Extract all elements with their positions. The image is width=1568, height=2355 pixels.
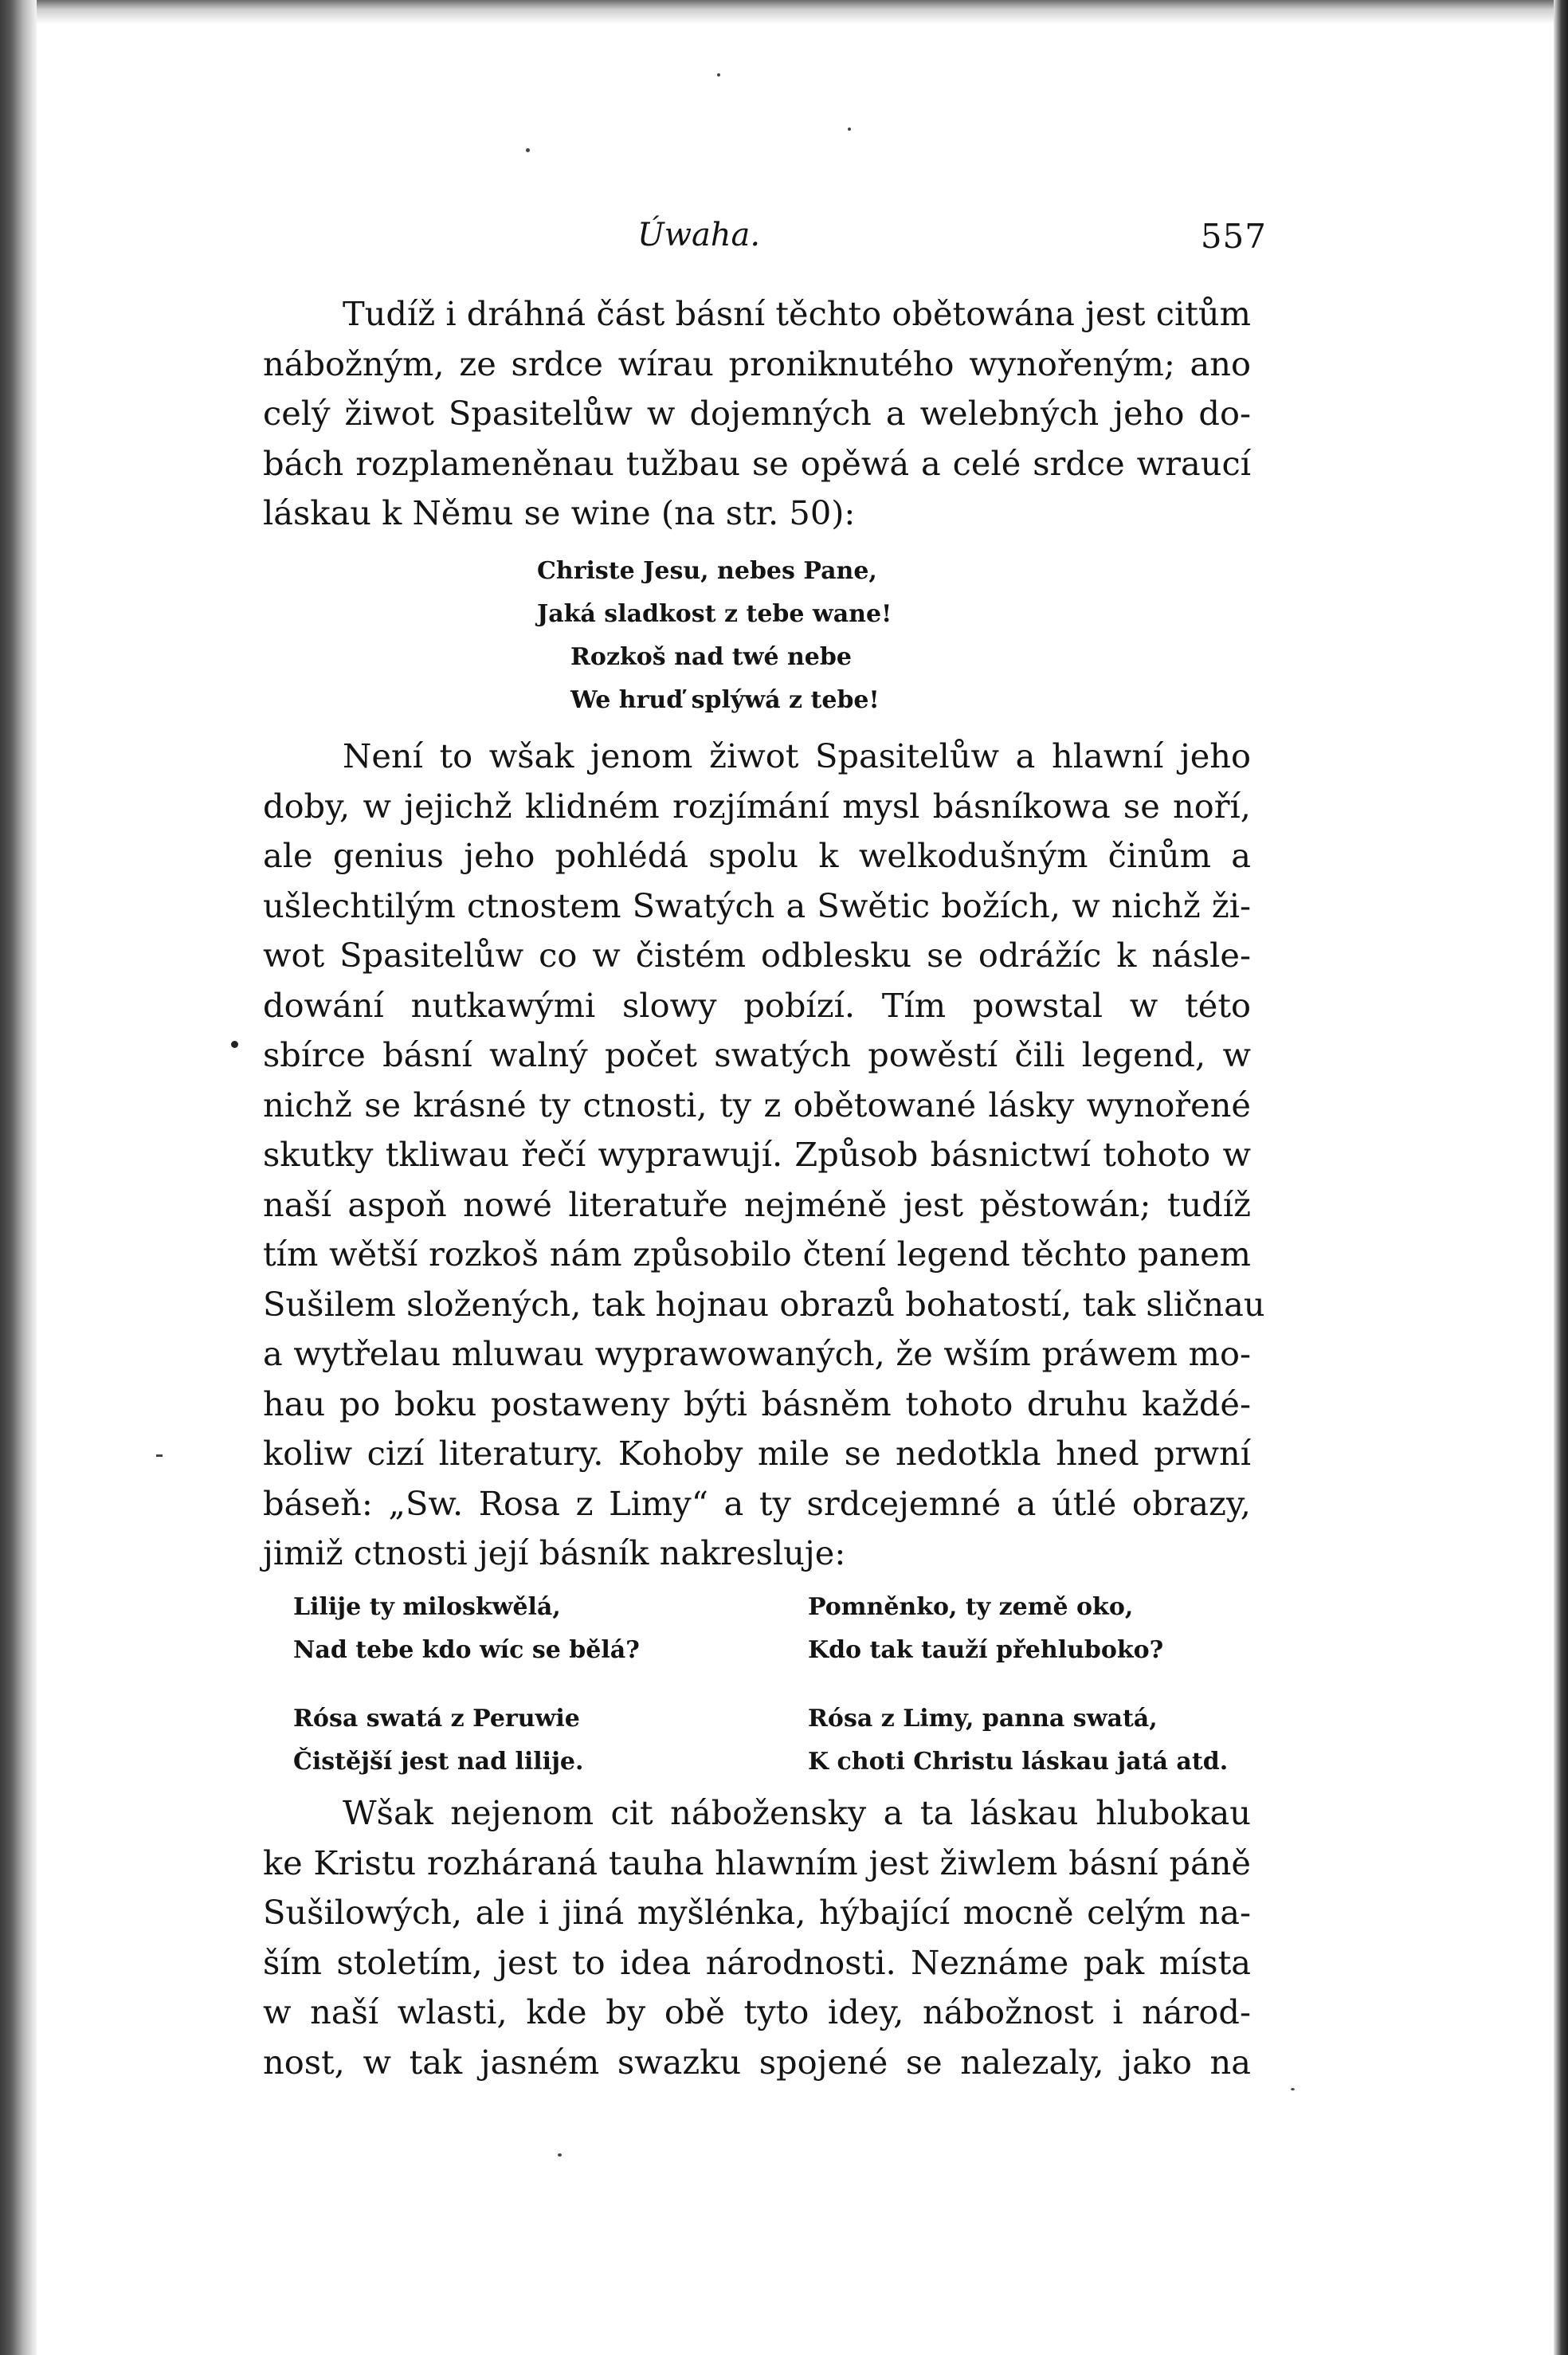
verse-line: Christe Jesu, nebes Pane,: [537, 557, 877, 585]
text-line: doby, w jejichž klidném rozjímání mysl básníkowa se noří,: [263, 786, 1251, 826]
text-line: hau po boku postaweny býti básněm tohoto druhu každé-: [263, 1384, 1251, 1423]
text-line: dowání nutkawými slowy pobízí. Tím powstal w této: [263, 985, 1251, 1025]
verse-column-right: [808, 1586, 1302, 1784]
paper-speck: [558, 2153, 562, 2157]
text-line: jimiž ctnosti její básník nakresluje:: [263, 1533, 846, 1572]
verse-line: K choti Christu láskau jatá atd.: [808, 1748, 1229, 1776]
paragraph-1: [263, 289, 1251, 539]
text-line: skutky tkliwau řečí wyprawují. Způsob básnictwí tohoto w: [263, 1135, 1251, 1174]
paper-speck: [1291, 2088, 1295, 2090]
text-line: nost, w tak jasném swazku spojené se nalezaly, jako na: [263, 2042, 1251, 2082]
text-line: naší aspoň nowé literatuře nejméně jest pěstowán; tudíž: [263, 1184, 1251, 1224]
paper-speck: [231, 1041, 238, 1048]
paper-speck: [717, 73, 720, 77]
page-edge-left: [0, 0, 37, 2355]
text-line: nábožným, ze srdce wírau proniknutého wynořeným; ano: [263, 343, 1251, 383]
text-line: Tudíž i dráhná část básní těchto obětowána jest citům: [343, 294, 1251, 333]
text-line: w naší wlasti, kde by obě tyto idey, nábožnost i národ-: [263, 1992, 1251, 2031]
text-line: sbírce básní walný počet swatých powěstí čili legend, w: [263, 1035, 1251, 1074]
page-header: [621, 217, 1267, 258]
text-line: a wytřelau mluwau wyprawowaných, že wším práwem mo-: [263, 1334, 1251, 1373]
paragraph-3: [263, 1788, 1251, 2087]
text-line: tím wětší rozkoš nám způsobilo čtení legend těchto panem: [263, 1234, 1251, 1274]
paper-speck: [526, 148, 530, 152]
verse-line: Pomněnko, ty země oko,: [808, 1593, 1134, 1621]
verse-line: Jaká sladkost z tebe wane!: [537, 600, 892, 628]
verse-line: Čistější jest nad lilije.: [293, 1748, 584, 1776]
text-line: celý žiwot Spasitelůw w dojemných a welebných jeho do-: [263, 394, 1251, 433]
verse-line: Nad tebe kdo wíc se bělá?: [293, 1636, 640, 1664]
text-line: ušlechtilým ctnostem Swatých a Swětic božích, w nichž ži-: [263, 885, 1251, 925]
verse-line: Rósa swatá z Peruwie: [293, 1705, 580, 1733]
text-line: nichž se krásné ty ctnosti, ty z obětowané lásky wynořené: [263, 1085, 1251, 1125]
verse-line: Lilije ty miloskwělá,: [293, 1593, 561, 1621]
verse-line: Rósa z Limy, panna swatá,: [808, 1705, 1158, 1733]
text-line: Wšak nejenom cit nábožensky a ta láskau hlubokau: [343, 1793, 1251, 1832]
verse-line: Kdo tak tauží přehluboko?: [808, 1636, 1164, 1664]
page-number: 557: [1200, 217, 1267, 256]
text-line: Není to wšak jenom žiwot Spasitelůw a hlawní jeho: [343, 736, 1251, 775]
text-line: ale genius jeho pohlédá spolu k welkodušným činům a: [263, 836, 1251, 875]
text-line: báseň: „Sw. Rosa z Limy“ a ty srdcejemné a útlé obrazy,: [263, 1483, 1251, 1523]
page-edge-right: [1554, 0, 1568, 2355]
page-edge-top: [0, 0, 1568, 24]
verse-line: Rozkoš nad twé nebe: [570, 643, 852, 671]
text-line: wot Spasitelůw co w čistém odblesku se odrážíc k násle-: [263, 936, 1251, 975]
text-line: Sušilowých, ale i jiná myšlénka, hýbající mocně celým na-: [263, 1893, 1251, 1932]
verse-line: We hruď splýwá z tebe!: [570, 686, 880, 714]
verse-column-left: [293, 1586, 787, 1784]
paper-speck: [156, 1454, 163, 1457]
text-line: ším stoletím, jest to idea národnosti. Neznáme pak místa: [263, 1942, 1251, 1982]
verse-quote-1: [537, 550, 892, 722]
paragraph-2: [263, 732, 1265, 1579]
running-title: Úwaha.: [637, 217, 761, 253]
text-line: Sušilem složených, tak hojnau obrazů bohatostí, tak sličnau: [263, 1284, 1265, 1324]
text-line: bách rozplameněnau tužbau se opěwá a celé srdce wraucí: [263, 443, 1251, 483]
text-line: láskau k Němu se wine (na str. 50):: [263, 493, 856, 532]
text-line: koliw cizí literatury. Kohoby mile se nedotkla hned prwní: [263, 1434, 1251, 1473]
paper-speck: [848, 128, 851, 131]
text-line: ke Kristu rozháraná tauha hlawním jest žiwlem básní páně: [263, 1843, 1251, 1882]
